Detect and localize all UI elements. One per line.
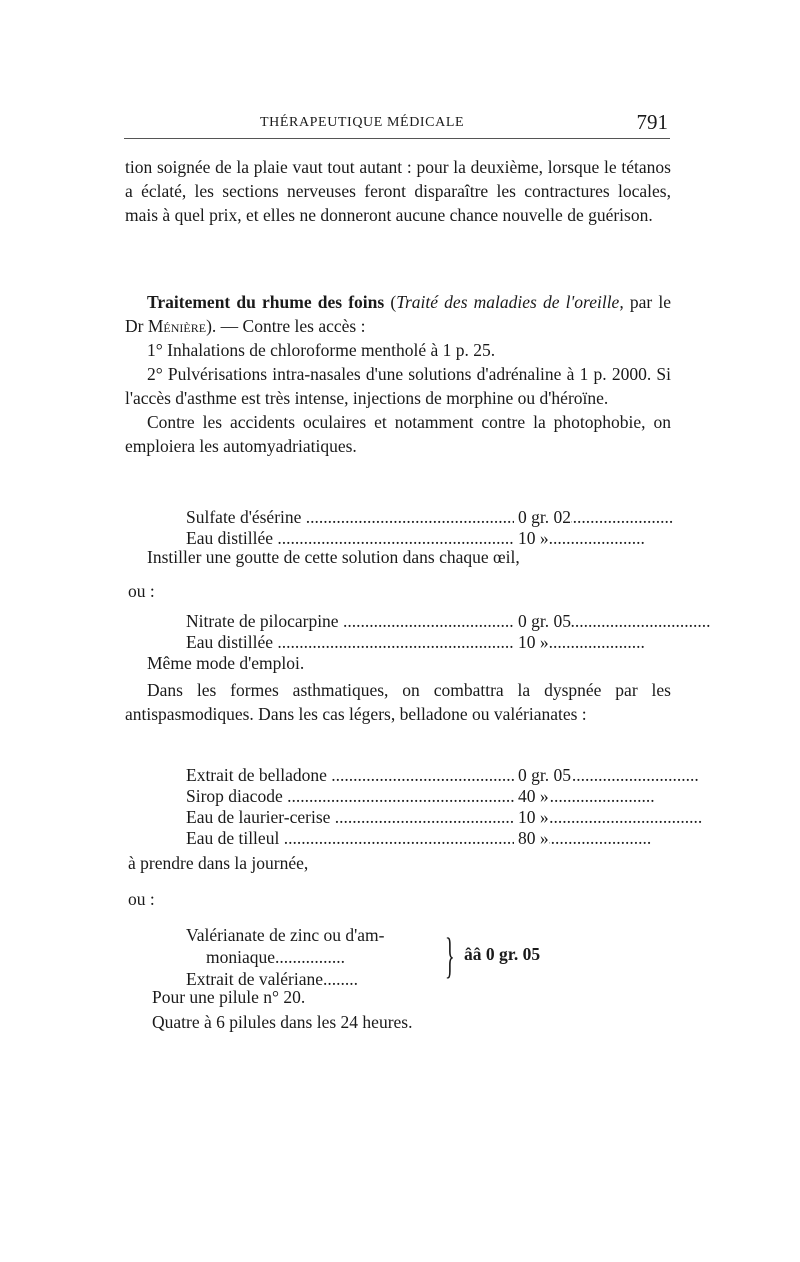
rx-row: Eau de tilleul ..... 80 » [186, 828, 586, 849]
item-2: 2° Pulvérisations intra-nasales d'une solutions d'adrénaline à 1 p. 2000. Si l'accès d'asthme est très intense, injections de morphine ou d'héroïne. [125, 364, 671, 408]
prescription-eserine [186, 507, 586, 549]
source-title: Traité des maladies de l'oreille, [396, 292, 624, 312]
rx-row: Eau distillée ..... 10 » [186, 632, 586, 653]
rx1-instruction: Instiller une goutte de cette solution dans chaque œil, [147, 547, 520, 567]
paragraph-asthma: Dans les formes asthmatiques, on combattra la dyspnée par les antispasmodiques. Dans les cas légers, belladone ou valérianates : [125, 680, 671, 724]
rx4-instruction-2: Quatre à 6 pilules dans les 24 heures. [152, 1012, 413, 1032]
section-intro: Traitement du rhume des foins (Traité des maladies de l'oreille, par le Dr Ménière). — Contre les accès : [125, 292, 671, 336]
running-title: THÉRAPEUTIQUE MÉDICALE [260, 115, 465, 130]
paragraph-continuation: tion soignée de la plaie vaut tout autant : pour la deuxième, lorsque le tétanos a éclaté, les sections nerveuses feront disparaître les contractures locales, mais à quel prix, et elles ne donneront aucune chance nouvelle de guérison. [125, 157, 671, 225]
rx-row: Eau de laurier-cerise ..... 10 » [186, 807, 586, 828]
rx4-combined-amount: ââ 0 gr. 05 [464, 944, 541, 964]
section-heading: Traitement du rhume des foins [147, 292, 385, 312]
section-hay-fever [125, 290, 671, 458]
rx3-instruction: à prendre dans la journée, [128, 853, 309, 873]
ou-separator: ou : [128, 581, 155, 601]
rx-row: Extrait de belladone ..... 0 gr. 05 [186, 765, 586, 786]
rx-row: Sulfate d'ésérine ..... 0 gr. 02 [186, 507, 586, 528]
paragraph-eyes: Contre les accidents oculaires et notamment contre la photophobie, on emploiera les automyadriatiques. [125, 412, 671, 456]
running-header [124, 112, 670, 139]
item-1: 1° Inhalations de chloroforme mentholé à 1 p. 25. [147, 340, 496, 360]
prescription-valerianate [186, 924, 384, 990]
rx-row: Sirop diacode ..... 40 » [186, 786, 586, 807]
rx4-line1: Valérianate de zinc ou d'am- [186, 925, 385, 945]
source-author: Ménière [147, 316, 207, 336]
rx4-line2: moniaque................ [206, 947, 346, 967]
rx4-line3: Extrait de valériane........ [186, 969, 359, 989]
rx2-instruction: Même mode d'emploi. [147, 653, 305, 673]
rx4-instruction-1: Pour une pilule n° 20. [152, 987, 306, 1007]
prescription-belladone [186, 765, 586, 849]
prescription-pilocarpine [186, 611, 586, 653]
rx-row: Eau distillée ..... 10 » [186, 528, 586, 549]
page-number: 791 [636, 110, 668, 134]
rx-row: Nitrate de pilocarpine ..... 0 gr. 05 [186, 611, 586, 632]
brace-symbol: } [445, 927, 455, 983]
ou-separator: ou : [128, 889, 155, 909]
